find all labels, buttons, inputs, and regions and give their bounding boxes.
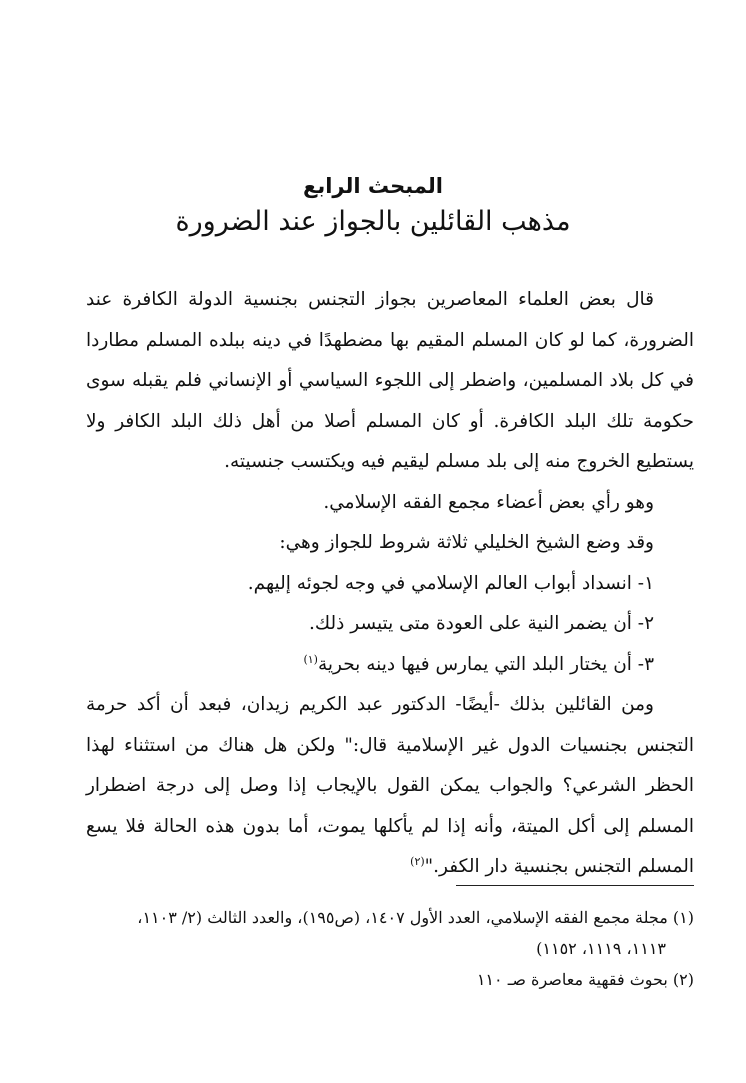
condition-item-3 [86, 645, 694, 686]
footnote-divider [456, 885, 694, 886]
section-title: مذهب القائلين بالجواز عند الضرورة [175, 206, 571, 237]
footnote-1-line-1: (١) مجلة مجمع الفقه الإسلامي، العدد الأول ١٤٠٧، (ص١٩٥)، والعدد الثالث (٢/ ١١٠٣، [137, 908, 694, 927]
paragraph-zaidan-text: ومن القائلين بذلك -أيضًا- الدكتور عبد الكريم زيدان، فبعد أن أكد حرمة التجنس بجنسيات الدول غير الإسلامية قال:" ولكن هل هناك من استثناء لهذا الحظر الشرعي؟ والجواب يمكن القول بالإيجاب إذا وصل إلى درجة اضطرار المسلم إلى أكل الميتة، وأنه إذا لم يأكلها يموت، أما بدون هذه الحالة فلا يسع المسلم التجنس بجنسية دار الكفر." [86, 694, 694, 877]
main-text [86, 280, 694, 888]
paragraph-zaidan [86, 685, 694, 888]
paragraph-conditions-intro: وقد وضع الشيخ الخليلي ثلاثة شروط للجواز وهي: [279, 532, 654, 553]
footnote-1-line-2: ١١١٣، ١١١٩، ١١٥٢) [536, 939, 666, 958]
footnotes [78, 902, 694, 995]
footnote-ref-1: (١) [303, 652, 318, 666]
section-label: المبحث الرابع [303, 174, 443, 198]
condition-item-3-text: ٣- أن يختار البلد التي يمارس فيها دينه بحرية [317, 653, 654, 675]
footnote-2: (٢) بحوث فقهية معاصرة صـ ١١٠ [476, 970, 694, 989]
footnote-ref-2: (٢) [410, 854, 425, 868]
condition-item-2: ٢- أن يضمر النية على العودة متى يتيسر ذلك. [309, 613, 654, 634]
condition-item-1: ١- انسداد أبواب العالم الإسلامي في وجه لجوئه إليهم. [247, 572, 654, 594]
paragraph-intro: قال بعض العلماء المعاصرين بجواز التجنس بجنسية الدولة الكافرة عند الضرورة، كما لو كان المسلم المقيم بها مضطهدًا في دينه ببلده المسلم مطاردا في كل بلاد المسلمين، واضطر إلى اللجوء السياسي أو الإنساني فلم يقبله سوى حكومة تلك البلد الكافرة. أو كان المسلم أصلا من أهل ذلك البلد الكافر ولا يستطيع الخروج منه إلى بلد مسلم ليقيم فيه ويكتسب جنسيته. [86, 289, 694, 472]
paragraph-opinion: وهو رأي بعض أعضاء مجمع الفقه الإسلامي. [323, 491, 654, 513]
